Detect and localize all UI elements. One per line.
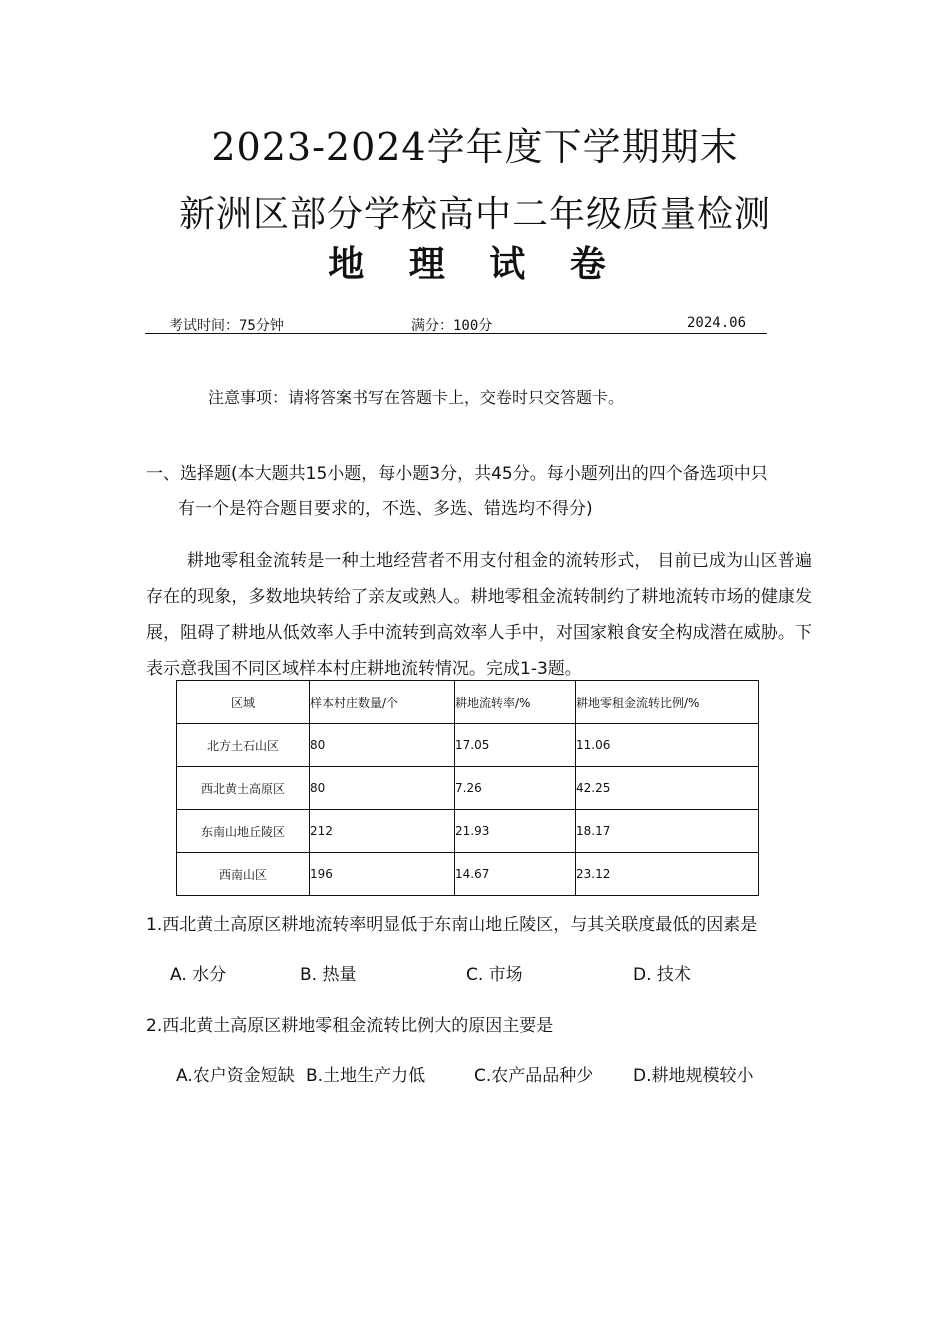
table-cell: 21.93 [455,810,576,853]
exam-title-subject: 地 理 试 卷 [328,243,622,285]
exam-time: 考试时间：75分钟 [169,318,284,334]
table-cell: 18.17 [576,810,759,853]
table-cell: 14.67 [455,853,576,896]
table-header-cell: 样本村庄数量/个 [310,681,455,724]
question-1-option-a: A. 水分 [170,965,227,985]
table-cell: 23.12 [576,853,759,896]
table-header-cell: 耕地流转率/% [455,681,576,724]
reading-passage: 耕地零租金流转是一种土地经营者不用支付租金的流转形式， 目前已成为山区普遍存在的现象，多数地块转给了亲友或熟人。耕地零租金流转制约了耕地流转市场的健康发展，阻碍了耕地从低效率人手中流转到高效率人手中，对国家粮食安全构成潜在威胁。下表示意我国不同区域样本村庄耕地流转情况。完成1-3题。 [146,551,812,679]
table-header-cell: 区域 [177,681,310,724]
question-1-option-b: B. 热量 [300,965,357,985]
table-cell: 196 [310,853,455,896]
table-cell: 17.05 [455,724,576,767]
question-2-option-b: B.土地生产力低 [306,1066,426,1086]
question-1-stem: 1.西北黄土高原区耕地流转率明显低于东南山地丘陵区，与其关联度最低的因素是 [146,915,758,935]
table-row [177,724,759,767]
table-cell: 80 [310,724,455,767]
exam-notice: 注意事项：请将答案书写在答题卡上，交卷时只交答题卡。 [208,388,625,407]
table-cell: 212 [310,810,455,853]
section-heading-line2: 有一个是符合题目要求的，不选、多选、错选均不得分) [178,499,593,519]
question-1-option-c: C. 市场 [466,965,523,985]
table-cell: 西南山区 [177,853,310,896]
farmland-transfer-table [176,680,759,896]
question-1-option-d: D. 技术 [633,965,691,985]
question-2-option-c: C.农产品品种少 [474,1066,594,1086]
table-row [177,810,759,853]
table-cell: 42.25 [576,767,759,810]
question-2-stem: 2.西北黄土高原区耕地零租金流转比例大的原因主要是 [146,1016,554,1036]
table-cell: 东南山地丘陵区 [177,810,310,853]
exam-title-school: 新洲区部分学校高中二年级质量检测 [178,194,771,235]
question-2-option-d: D.耕地规模较小 [633,1066,754,1086]
exam-date: 2024.06 [687,315,747,331]
exam-info-bar [145,315,767,334]
table-row [177,767,759,810]
exam-full-score: 满分：100分 [411,318,493,334]
section-heading-line1: 一、选择题(本大题共15小题，每小题3分，共45分。每小题列出的四个备选项中只 [146,464,768,484]
table-cell: 11.06 [576,724,759,767]
exam-title-year: 2023-2024学年度下学期期末 [211,125,739,169]
table-cell: 7.26 [455,767,576,810]
table-row [177,853,759,896]
table-cell: 80 [310,767,455,810]
table-header-row [177,681,759,724]
table-header-cell: 耕地零租金流转比例/% [576,681,759,724]
table-cell: 北方土石山区 [177,724,310,767]
question-2-option-a: A.农户资金短缺 [176,1066,295,1086]
table-cell: 西北黄土高原区 [177,767,310,810]
